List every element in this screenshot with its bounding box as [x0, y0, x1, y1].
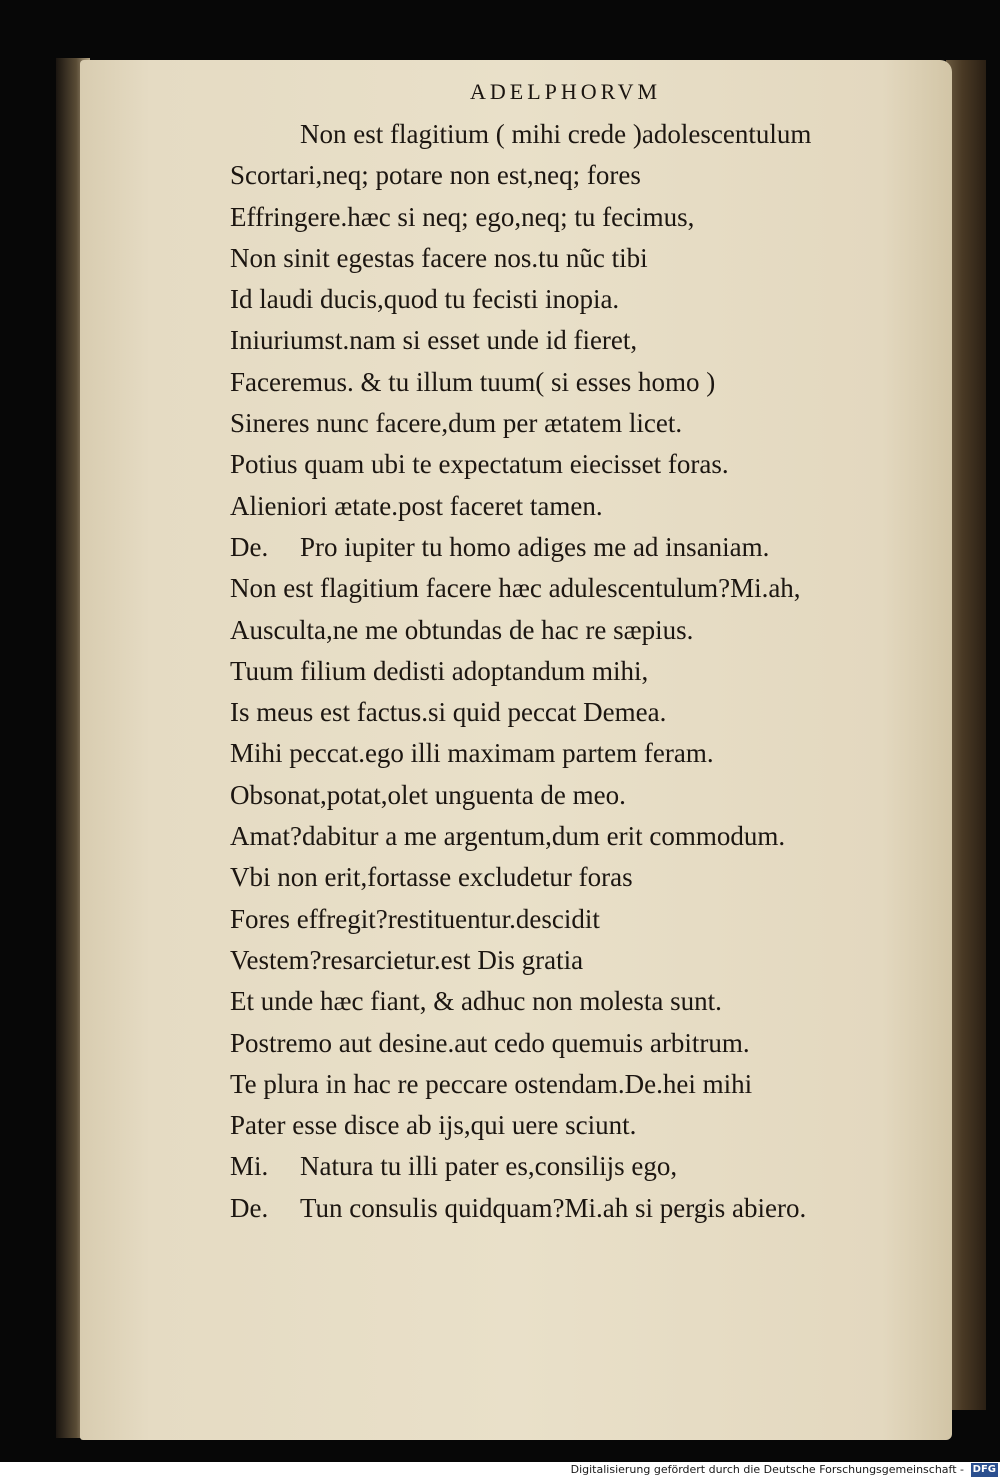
dfg-logo-icon: DFG — [972, 1464, 996, 1475]
verse-text: Vestem?resarcietur.est Dis gratia — [230, 944, 584, 975]
verse-text: Mihi peccat.ego illi maximam partem feram. — [230, 738, 714, 769]
verse-text-block — [230, 114, 880, 1229]
verse-line — [230, 403, 880, 444]
verse-line — [230, 857, 880, 898]
verse-line — [230, 1188, 880, 1229]
verse-line — [230, 733, 880, 774]
book-edge — [946, 60, 986, 1410]
verse-text: Iniuriumst.nam si esset unde id fieret, — [230, 325, 638, 356]
verse-line — [230, 279, 880, 320]
funding-credit: Digitalisierung gefördert durch die Deutsche Forschungsgemeinschaft - — [570, 1463, 964, 1476]
verse-text: Tuum filium dedisti adoptandum mihi, — [230, 655, 649, 686]
verse-line — [230, 114, 880, 155]
verse-line — [230, 692, 880, 733]
verse-line — [230, 320, 880, 361]
verse-line — [230, 486, 880, 527]
verse-line — [230, 362, 880, 403]
verse-line — [230, 1023, 880, 1064]
verse-text: Fores effregit?restituentur.descidit — [230, 903, 600, 934]
verse-text: Sineres nunc facere,dum per ætatem licet. — [230, 408, 683, 439]
speaker-label: De. — [230, 1192, 269, 1223]
verse-line — [230, 775, 880, 816]
verse-line — [230, 899, 880, 940]
verse-line — [230, 568, 880, 609]
verse-line — [230, 197, 880, 238]
digitization-footer — [0, 1462, 1000, 1479]
speaker-label: Mi. — [230, 1151, 269, 1182]
verse-line — [230, 1146, 880, 1187]
verse-line — [230, 155, 880, 196]
verse-line — [230, 238, 880, 279]
verse-line — [230, 1105, 880, 1146]
verse-text: Tun consulis quidquam?Mi.ah si pergis abiero. — [300, 1192, 807, 1223]
verse-text: Vbi non erit,fortasse excludetur foras — [230, 862, 633, 893]
verse-text: Non est flagitium facere hæc adulescentulum?Mi.ah, — [230, 573, 801, 604]
running-head: ADELPHORVM — [470, 79, 662, 104]
verse-text: Te plura in hac re peccare ostendam.De.hei mihi — [230, 1068, 753, 1099]
verse-text: Obsonat,potat,olet unguenta de meo. — [230, 779, 626, 810]
verse-text: Amat?dabitur a me argentum,dum erit commodum. — [230, 821, 786, 852]
verse-text: Non sinit egestas facere nos.tu nũc tibi — [230, 242, 648, 273]
verse-text: Effringere.hæc si neq; ego,neq; tu fecimus, — [230, 201, 695, 232]
verse-line — [230, 651, 880, 692]
verse-text: Alieniori ætate.post faceret tamen. — [230, 490, 603, 521]
verse-text: Et unde hæc fiant, & adhuc non molesta sunt. — [230, 986, 722, 1017]
speaker-label: De. — [230, 531, 269, 562]
verse-line — [230, 816, 880, 857]
verse-text: Ausculta,ne me obtundas de hac re sæpius. — [230, 614, 694, 645]
verse-text: Scortari,neq; potare non est,neq; fores — [230, 160, 641, 191]
verse-line — [230, 1064, 880, 1105]
verse-text: Faceremus. & tu illum tuum( si esses homo ) — [230, 366, 716, 397]
verse-text: Natura tu illi pater es,consilijs ego, — [300, 1151, 678, 1182]
verse-text: Non est flagitium ( mihi crede )adolescentulum — [300, 119, 812, 149]
verse-line — [230, 940, 880, 981]
verse-text: Pro iupiter tu homo adiges me ad insaniam. — [300, 531, 770, 562]
verse-line — [230, 527, 880, 568]
verse-text: Id laudi ducis,quod tu fecisti inopia. — [230, 284, 620, 315]
verse-line — [230, 610, 880, 651]
verse-text: Pater esse disce ab ijs,qui uere sciunt. — [230, 1110, 637, 1141]
verse-line — [230, 981, 880, 1022]
verse-text: Is meus est factus.si quid peccat Demea. — [230, 697, 667, 728]
verse-line — [230, 444, 880, 485]
verse-text: Postremo aut desine.aut cedo quemuis arbitrum. — [230, 1027, 750, 1058]
verse-text: Potius quam ubi te expectatum eiecisset foras. — [230, 449, 729, 480]
